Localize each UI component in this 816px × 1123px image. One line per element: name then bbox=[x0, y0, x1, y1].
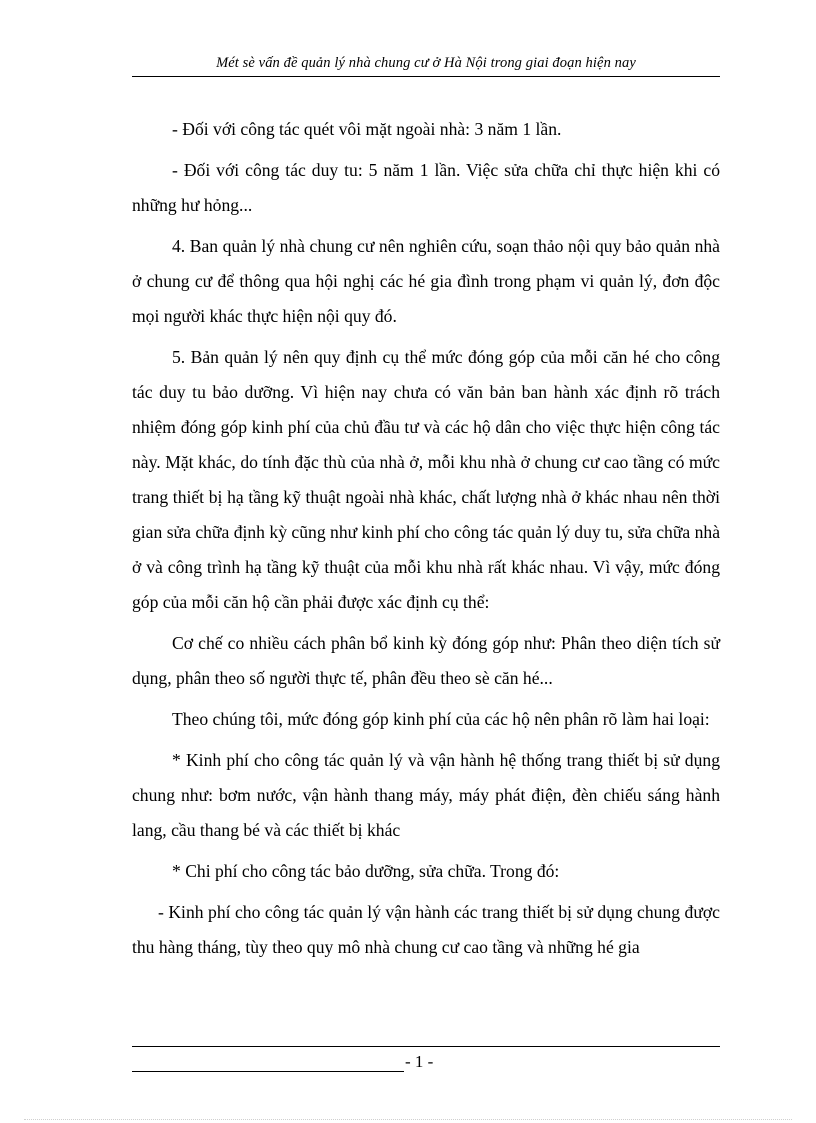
page-edge-border bbox=[24, 1119, 792, 1120]
paragraph-item-5: 5. Bản quản lý nên quy định cụ thể mức đóng góp của mỗi căn hé cho công tác duy tu bảo dưỡng. Vì hiện nay chưa có văn bản ban hành xác định rõ trách nhiệm đóng góp kinh phí của chủ đầu tư và các hộ dân cho việc thực hiện công tác này. Mặt khác, do tính đặc thù của nhà ở, mỗi khu nhà ở chung cư cao tầng có mức trang thiết bị hạ tầng kỹ thuật ngoài nhà khác, chất lượng nhà ở khác nhau nên thời gian sửa chữa định kỳ cũng như kinh phí cho công tác quản lý duy tu, sửa chữa nhà ở và công trình hạ tầng kỹ thuật của mỗi khu nhà rất khác nhau. Vì vậy, mức đóng góp của mỗi căn hộ cần phải được xác định cụ thể: bbox=[132, 347, 720, 612]
paragraph-two-types: Theo chúng tôi, mức đóng góp kinh phí của các hộ nên phân rõ làm hai loại: bbox=[172, 709, 710, 729]
paragraph-paint-schedule: - Đối với công tác quét vôi mặt ngoài nhà: 3 năm 1 lần. bbox=[172, 119, 562, 139]
paragraph-operating-costs: * Kinh phí cho công tác quản lý và vận hành hệ thống trang thiết bị sử dụng chung như: bơm nước, vận hành thang máy, máy phát điện, đèn chiếu sáng hành lang, cầu thang bé và các thiết bị khác bbox=[132, 750, 720, 840]
page-number: - 1 - bbox=[405, 1052, 434, 1071]
paragraph-monthly-fees: - Kinh phí cho công tác quản lý vận hành các trang thiết bị sử dụng chung được thu hàng tháng, tùy theo quy mô nhà chung cư cao tầng và những hé gia bbox=[132, 902, 720, 957]
footer-underline bbox=[132, 1071, 404, 1072]
paragraph-maintenance-schedule: - Đối với công tác duy tu: 5 năm 1 lần. Việc sửa chữa chỉ thực hiện khi có những hư hỏng... bbox=[132, 160, 720, 215]
paragraph-allocation-methods: Cơ chế co nhiều cách phân bổ kinh kỳ đóng góp như: Phân theo diện tích sử dụng, phân theo số người thực tế, phân đều theo sè căn hé... bbox=[132, 633, 720, 688]
header-title: Mét sè vấn đề quản lý nhà chung cư ở Hà Nội trong giai đoạn hiện nay bbox=[216, 55, 636, 71]
paragraph-repair-costs: * Chi phí cho công tác bảo dưỡng, sửa chữa. Trong đó: bbox=[172, 861, 560, 881]
footer-divider bbox=[132, 1046, 720, 1047]
paragraph-item-4: 4. Ban quản lý nhà chung cư nên nghiên cứu, soạn thảo nội quy bảo quản nhà ở chung cư để thông qua hội nghị các hé gia đình trong phạm vi quản lý, đơn độc mọi người khác thực hiện nội quy đó. bbox=[132, 236, 720, 326]
document-body bbox=[132, 112, 720, 971]
page-header bbox=[132, 52, 720, 77]
